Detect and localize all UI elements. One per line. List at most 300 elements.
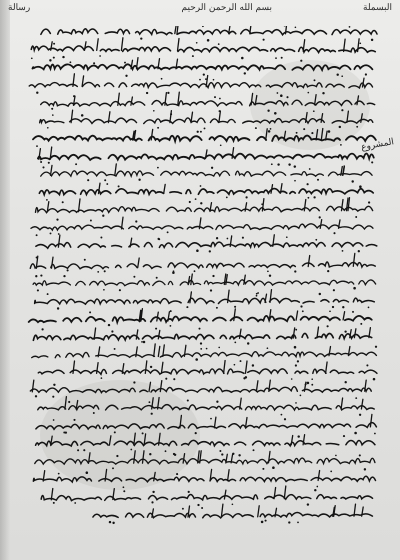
script-ascender bbox=[286, 26, 288, 34]
script-ascender bbox=[361, 399, 363, 409]
script-ascender bbox=[321, 129, 323, 141]
script-dot bbox=[269, 274, 271, 276]
script-dot bbox=[307, 503, 309, 505]
script-dot bbox=[52, 396, 54, 398]
script-dot bbox=[355, 397, 357, 399]
script-stroke bbox=[40, 118, 373, 124]
script-dot bbox=[93, 62, 95, 64]
script-dot bbox=[308, 92, 310, 94]
script-ascender bbox=[318, 471, 320, 481]
script-dot bbox=[47, 127, 49, 129]
script-ascender bbox=[115, 164, 117, 175]
script-dot bbox=[200, 348, 202, 350]
script-ascender bbox=[154, 472, 156, 481]
script-ascender bbox=[303, 40, 305, 52]
script-line bbox=[31, 38, 375, 59]
script-ascender bbox=[343, 312, 345, 320]
script-dot bbox=[192, 55, 194, 57]
script-dot bbox=[213, 79, 215, 81]
script-dot bbox=[47, 293, 49, 295]
script-line bbox=[38, 361, 377, 381]
script-ascender bbox=[251, 93, 253, 105]
script-ascender bbox=[228, 470, 230, 481]
script-dot bbox=[114, 348, 116, 350]
script-dot bbox=[227, 238, 229, 240]
script-dot bbox=[219, 98, 221, 100]
script-stroke bbox=[39, 189, 373, 195]
script-dot bbox=[97, 271, 99, 273]
script-ascender bbox=[85, 42, 87, 51]
script-dot bbox=[135, 220, 137, 222]
script-dot bbox=[195, 358, 198, 361]
script-line bbox=[36, 433, 375, 452]
script-dot bbox=[316, 486, 318, 488]
script-dot bbox=[284, 26, 286, 27]
script-dot bbox=[62, 56, 64, 58]
script-dot bbox=[375, 346, 377, 348]
header-left-text: رسالة bbox=[8, 3, 31, 13]
script-dot bbox=[133, 381, 135, 383]
script-dot bbox=[202, 26, 204, 27]
script-dot bbox=[207, 39, 210, 42]
script-dot bbox=[187, 399, 189, 401]
script-dot bbox=[280, 94, 283, 97]
script-dot bbox=[153, 110, 155, 112]
script-ascender bbox=[266, 129, 268, 140]
script-ascender bbox=[164, 184, 166, 193]
script-dot bbox=[234, 342, 236, 344]
script-dot bbox=[116, 455, 118, 457]
script-dot bbox=[157, 238, 159, 240]
script-line bbox=[41, 26, 377, 42]
script-ascender bbox=[137, 58, 139, 69]
script-dot bbox=[307, 183, 309, 185]
script-dot bbox=[68, 401, 70, 403]
script-dot bbox=[314, 489, 316, 491]
script-ascender bbox=[183, 454, 185, 464]
script-stroke bbox=[36, 423, 377, 430]
script-dot bbox=[36, 92, 38, 94]
script-ascender bbox=[71, 110, 73, 123]
script-dot bbox=[297, 522, 299, 524]
script-dot bbox=[149, 453, 151, 455]
script-dot bbox=[35, 275, 37, 277]
script-dot bbox=[90, 220, 92, 222]
script-ascender bbox=[158, 330, 160, 339]
script-dot bbox=[108, 324, 110, 326]
script-ascender bbox=[206, 76, 208, 87]
script-dot bbox=[359, 185, 362, 188]
script-dot bbox=[319, 293, 321, 295]
margin-note: المشروع bbox=[360, 137, 395, 153]
script-dot bbox=[300, 60, 302, 62]
script-dot bbox=[205, 78, 207, 80]
script-dot bbox=[130, 449, 132, 451]
script-dot bbox=[307, 382, 310, 385]
script-dot bbox=[373, 378, 376, 381]
script-dot bbox=[67, 269, 69, 271]
script-stroke bbox=[35, 298, 375, 304]
script-ascender bbox=[354, 329, 356, 338]
script-dot bbox=[359, 454, 361, 456]
script-dot bbox=[53, 384, 55, 386]
script-ascender bbox=[178, 39, 180, 51]
script-dot bbox=[366, 364, 368, 366]
script-dot bbox=[322, 92, 324, 94]
script-dot bbox=[354, 432, 357, 435]
script-dot bbox=[275, 57, 277, 59]
script-stroke bbox=[35, 458, 375, 464]
script-stroke bbox=[93, 513, 373, 518]
script-dot bbox=[252, 364, 254, 366]
script-line bbox=[33, 469, 375, 488]
script-ascender bbox=[320, 220, 322, 229]
script-line bbox=[35, 198, 372, 219]
script-dot bbox=[143, 341, 146, 344]
script-ascender bbox=[138, 258, 140, 268]
script-dot bbox=[200, 342, 202, 344]
script-dot bbox=[176, 473, 178, 475]
script-dot bbox=[314, 79, 316, 81]
script-dot bbox=[75, 163, 77, 165]
script-dot bbox=[221, 453, 223, 455]
script-dot bbox=[83, 449, 85, 451]
script-dot bbox=[371, 39, 373, 41]
script-dot bbox=[253, 449, 255, 451]
script-dot bbox=[291, 378, 293, 380]
script-dot bbox=[294, 165, 296, 167]
script-dot bbox=[284, 418, 286, 420]
script-ascender bbox=[149, 382, 151, 391]
script-stroke bbox=[41, 29, 377, 35]
script-ascender bbox=[271, 185, 273, 194]
script-stroke bbox=[29, 82, 372, 88]
script-dot bbox=[333, 232, 335, 234]
script-dot bbox=[329, 310, 331, 312]
script-dot bbox=[311, 132, 313, 134]
script-dot bbox=[150, 366, 152, 368]
script-dot bbox=[234, 306, 236, 308]
script-ascender bbox=[73, 361, 75, 373]
script-line bbox=[41, 486, 372, 506]
script-dot bbox=[170, 310, 172, 312]
script-line bbox=[35, 290, 375, 310]
script-dot bbox=[371, 161, 373, 163]
script-dot bbox=[142, 432, 144, 434]
script-dot bbox=[242, 237, 244, 239]
script-stroke bbox=[36, 242, 377, 248]
script-dot bbox=[36, 257, 38, 259]
script-dot bbox=[53, 502, 55, 504]
script-dot bbox=[302, 310, 304, 312]
script-dot bbox=[342, 306, 344, 308]
script-dot bbox=[100, 237, 102, 239]
script-dot bbox=[277, 163, 279, 165]
script-line bbox=[30, 253, 375, 274]
script-dot bbox=[216, 401, 218, 403]
script-dot bbox=[63, 275, 65, 277]
script-line bbox=[33, 129, 376, 148]
script-stroke bbox=[41, 100, 375, 106]
script-ascender bbox=[245, 203, 247, 211]
script-dot bbox=[216, 307, 218, 309]
script-dot bbox=[86, 471, 89, 474]
script-dot bbox=[195, 432, 197, 434]
script-dot bbox=[211, 167, 213, 169]
script-dot bbox=[123, 486, 125, 488]
script-dot bbox=[133, 276, 135, 278]
script-dot bbox=[81, 114, 84, 117]
script-dot bbox=[36, 145, 38, 147]
script-dot bbox=[332, 306, 334, 308]
script-dot bbox=[40, 161, 42, 163]
script-dot bbox=[53, 57, 55, 59]
script-dot bbox=[218, 347, 220, 349]
script-dot bbox=[53, 419, 55, 421]
script-dot bbox=[330, 471, 332, 473]
script-dot bbox=[245, 196, 247, 198]
script-dot bbox=[358, 250, 360, 252]
script-dot bbox=[345, 381, 347, 383]
script-dot bbox=[327, 325, 329, 327]
script-dot bbox=[267, 347, 269, 349]
script-dot bbox=[157, 127, 159, 129]
script-dot bbox=[37, 289, 39, 291]
script-ascender bbox=[52, 257, 54, 268]
script-dot bbox=[204, 127, 206, 129]
script-dot bbox=[165, 450, 167, 452]
script-ascender bbox=[51, 165, 53, 175]
script-dot bbox=[244, 72, 246, 74]
script-line bbox=[29, 309, 372, 328]
script-line bbox=[36, 235, 377, 253]
script-stroke bbox=[41, 171, 372, 176]
script-dot bbox=[281, 414, 283, 416]
script-dot bbox=[167, 231, 169, 233]
script-dot bbox=[118, 185, 120, 187]
script-stroke bbox=[33, 136, 376, 141]
script-dot bbox=[197, 131, 199, 133]
script-dot bbox=[368, 307, 370, 309]
script-dot bbox=[256, 293, 258, 295]
script-dot bbox=[200, 202, 202, 204]
script-dot bbox=[182, 508, 184, 510]
script-dot bbox=[138, 179, 140, 181]
script-dot bbox=[189, 201, 191, 203]
script-dot bbox=[333, 289, 335, 291]
script-dot bbox=[341, 75, 343, 77]
script-dot bbox=[356, 126, 358, 128]
script-line bbox=[33, 327, 371, 345]
script-dot bbox=[336, 73, 338, 75]
script-stroke bbox=[33, 280, 376, 286]
script-ascender bbox=[151, 129, 153, 140]
script-ascender bbox=[154, 344, 156, 357]
script-ascender bbox=[157, 312, 159, 321]
script-ascender bbox=[188, 277, 190, 285]
script-ascender bbox=[224, 361, 226, 374]
script-dot bbox=[360, 323, 362, 325]
script-dot bbox=[170, 325, 172, 327]
script-dot bbox=[36, 234, 38, 236]
script-dot bbox=[140, 37, 142, 39]
script-dot bbox=[146, 92, 148, 94]
script-dot bbox=[46, 199, 48, 201]
script-dot bbox=[74, 502, 76, 504]
script-ascender bbox=[256, 381, 258, 392]
script-dot bbox=[355, 216, 357, 218]
script-dot bbox=[186, 306, 188, 308]
script-dot bbox=[359, 414, 361, 416]
script-dot bbox=[201, 507, 203, 509]
script-dot bbox=[87, 179, 89, 181]
script-dot bbox=[226, 197, 228, 199]
script-dot bbox=[57, 307, 59, 309]
script-dot bbox=[161, 78, 163, 80]
script-dot bbox=[261, 521, 264, 524]
script-stroke bbox=[31, 46, 375, 53]
script-dot bbox=[352, 311, 354, 313]
script-dot bbox=[261, 203, 263, 205]
script-ascender bbox=[109, 436, 111, 445]
script-dot bbox=[53, 43, 55, 45]
script-dot bbox=[277, 92, 279, 94]
script-ascender bbox=[121, 38, 123, 51]
script-ascender bbox=[158, 346, 160, 356]
script-dot bbox=[56, 219, 58, 221]
script-dot bbox=[303, 128, 305, 130]
script-stroke bbox=[30, 387, 371, 393]
script-line bbox=[32, 344, 377, 363]
script-dot bbox=[102, 215, 104, 217]
script-dot bbox=[294, 346, 297, 349]
script-dot bbox=[313, 196, 315, 198]
script-dot bbox=[297, 360, 299, 362]
script-ascender bbox=[175, 26, 177, 34]
script-ascender bbox=[224, 490, 226, 499]
script-ascender bbox=[353, 253, 355, 266]
script-ascender bbox=[32, 380, 34, 392]
script-dot bbox=[295, 329, 297, 331]
script-ascender bbox=[296, 311, 298, 320]
script-dot bbox=[307, 197, 309, 199]
script-line bbox=[35, 451, 375, 471]
script-dot bbox=[255, 127, 257, 129]
script-dot bbox=[58, 233, 60, 235]
script-dot bbox=[328, 130, 331, 133]
script-dot bbox=[50, 232, 52, 234]
script-dot bbox=[317, 179, 319, 181]
script-dot bbox=[220, 144, 222, 146]
script-ascender bbox=[234, 309, 236, 321]
script-ascender bbox=[341, 398, 343, 409]
script-dot bbox=[271, 163, 273, 165]
script-line bbox=[32, 58, 372, 77]
script-dot bbox=[342, 250, 344, 252]
script-dot bbox=[295, 26, 297, 28]
script-stroke bbox=[32, 64, 372, 70]
script-line bbox=[36, 414, 377, 434]
script-ascender bbox=[326, 362, 328, 373]
script-dot bbox=[313, 110, 315, 112]
script-dot bbox=[305, 383, 307, 385]
script-dot bbox=[300, 305, 302, 307]
binding-edge bbox=[0, 0, 10, 560]
script-dot bbox=[349, 26, 351, 28]
script-ascender bbox=[370, 414, 372, 427]
script-dot bbox=[101, 377, 103, 379]
script-ascender bbox=[170, 111, 172, 123]
script-dot bbox=[288, 521, 290, 523]
script-dot bbox=[188, 491, 190, 493]
script-dot bbox=[155, 328, 157, 330]
script-line bbox=[30, 380, 371, 399]
script-dot bbox=[263, 39, 265, 41]
script-ascender bbox=[308, 256, 310, 267]
script-dot bbox=[272, 466, 275, 469]
script-stroke bbox=[30, 262, 375, 269]
script-dot bbox=[58, 473, 60, 475]
script-dot bbox=[238, 454, 240, 456]
script-line bbox=[40, 110, 373, 130]
script-dot bbox=[218, 43, 220, 45]
header-middle-text: بسم الله الرحمن الرحيم bbox=[181, 3, 272, 13]
script-dot bbox=[232, 453, 234, 455]
script-dot bbox=[210, 418, 212, 420]
script-dot bbox=[77, 449, 79, 451]
script-dot bbox=[111, 330, 113, 332]
script-dot bbox=[103, 289, 105, 291]
script-dot bbox=[141, 341, 143, 343]
script-dot bbox=[194, 270, 196, 272]
script-line bbox=[41, 92, 375, 112]
script-dot bbox=[149, 401, 151, 403]
script-dot bbox=[234, 364, 236, 366]
script-dot bbox=[52, 114, 54, 116]
script-line bbox=[41, 164, 372, 183]
script-dot bbox=[339, 126, 341, 128]
script-dot bbox=[210, 289, 212, 291]
script-line bbox=[31, 217, 373, 236]
script-ascender bbox=[357, 96, 359, 105]
script-dot bbox=[156, 277, 158, 279]
script-ascender bbox=[58, 235, 60, 247]
script-dot bbox=[270, 128, 272, 130]
script-line bbox=[93, 504, 373, 524]
script-dot bbox=[195, 198, 197, 200]
script-dot bbox=[281, 57, 283, 59]
script-dot bbox=[327, 270, 329, 272]
script-dot bbox=[123, 490, 125, 492]
script-dot bbox=[199, 79, 201, 81]
script-dot bbox=[265, 520, 267, 522]
script-dot bbox=[232, 503, 234, 505]
script-dot bbox=[364, 468, 366, 470]
script-dot bbox=[214, 96, 216, 98]
script-dot bbox=[267, 110, 269, 112]
script-dot bbox=[104, 179, 106, 181]
script-ascender bbox=[304, 200, 306, 211]
script-dot bbox=[152, 491, 154, 493]
script-dot bbox=[112, 522, 114, 524]
script-dot bbox=[51, 108, 53, 110]
script-dot bbox=[288, 163, 290, 165]
script-dot bbox=[151, 501, 153, 503]
script-ascender bbox=[177, 26, 179, 34]
script-stroke bbox=[31, 224, 373, 230]
script-stroke bbox=[33, 333, 371, 340]
script-dot bbox=[89, 311, 91, 313]
